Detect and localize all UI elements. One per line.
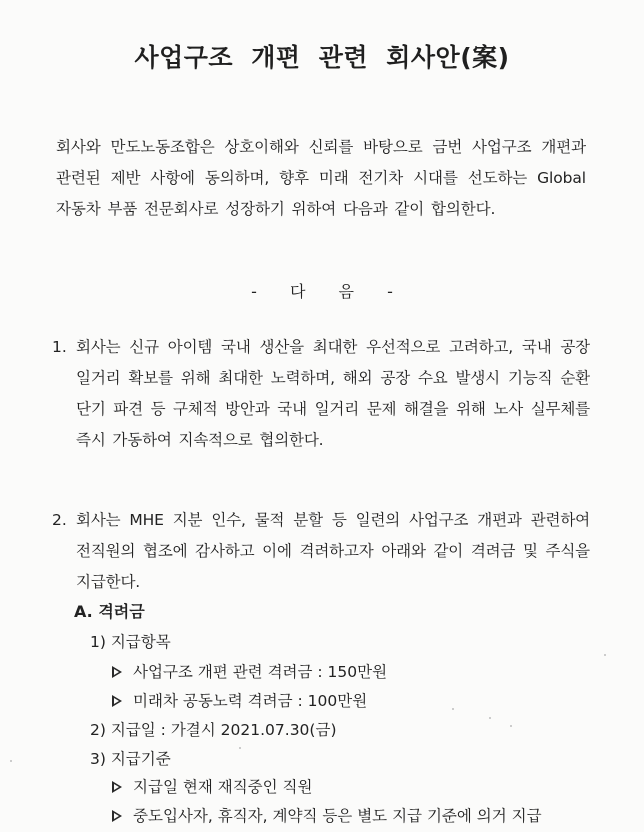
triangle-bullet-icon bbox=[112, 810, 122, 822]
payment-item bbox=[112, 686, 367, 717]
document-title: 사업구조 개편 관련 회사안(案) bbox=[134, 43, 510, 72]
payment-item bbox=[112, 657, 387, 688]
payment-item-text: 사업구조 개편 관련 격려금 : 150만원 bbox=[133, 663, 388, 681]
triangle-bullet-icon bbox=[112, 666, 122, 678]
intro-paragraph: 회사와 만도노동조합은 상호이해와 신뢰를 바탕으로 금번 사업구조 개편과 관련된 제반 사항에 동의하며, 향후 미래 전기차 시대를 선도하는 Global 자동차 부품 전문회사로 성장하기 위하여 다음과 같이 합의한다. bbox=[56, 138, 586, 218]
scan-speck bbox=[489, 717, 491, 719]
criteria-item-text: 중도입사자, 휴직자, 계약직 등은 별도 지급 기준에 의거 지급 bbox=[133, 807, 542, 825]
scan-speck bbox=[239, 747, 241, 749]
triangle-bullet-icon bbox=[112, 695, 122, 707]
scan-speck bbox=[452, 708, 454, 710]
section-divider-heading: - 다 음 - bbox=[251, 282, 393, 301]
scan-speck bbox=[604, 654, 606, 656]
payment-date: 2) 지급일 : 가결시 2021.07.30(금) bbox=[90, 721, 337, 739]
criteria-label: 3) 지급기준 bbox=[90, 750, 171, 768]
item-number: 2. bbox=[52, 511, 67, 529]
item-number: 1. bbox=[52, 338, 67, 356]
scan-speck bbox=[10, 760, 12, 762]
section-a-label: A. 격려금 bbox=[74, 602, 145, 621]
triangle-bullet-icon bbox=[112, 781, 122, 793]
payment-item-text: 미래차 공동노력 격려금 : 100만원 bbox=[133, 692, 368, 710]
criteria-item-text: 지급일 현재 재직중인 직원 bbox=[133, 778, 313, 796]
criteria-item bbox=[112, 801, 542, 832]
agreement-item-2 bbox=[52, 505, 590, 598]
agreement-item-1 bbox=[52, 332, 590, 456]
criteria-item bbox=[112, 772, 313, 803]
item-text: 회사는 MHE 지분 인수, 물적 분할 등 일련의 사업구조 개편과 관련하여 전직원의 협조에 감사하고 이에 격려하고자 아래와 같이 격려금 및 주식을 지급한다. bbox=[76, 511, 590, 591]
scan-speck bbox=[510, 725, 512, 727]
payment-items-label: 1) 지급항목 bbox=[90, 633, 171, 651]
item-text: 회사는 신규 아이템 국내 생산을 최대한 우선적으로 고려하고, 국내 공장 일거리 확보를 위해 최대한 노력하며, 해외 공장 수요 발생시 기능직 순환 단기 파견 등 구체적 방안과 국내 일거리 문제 해결을 위해 노사 실무체를 즉시 가동하여 지속적으로 협의한다. bbox=[76, 338, 590, 449]
